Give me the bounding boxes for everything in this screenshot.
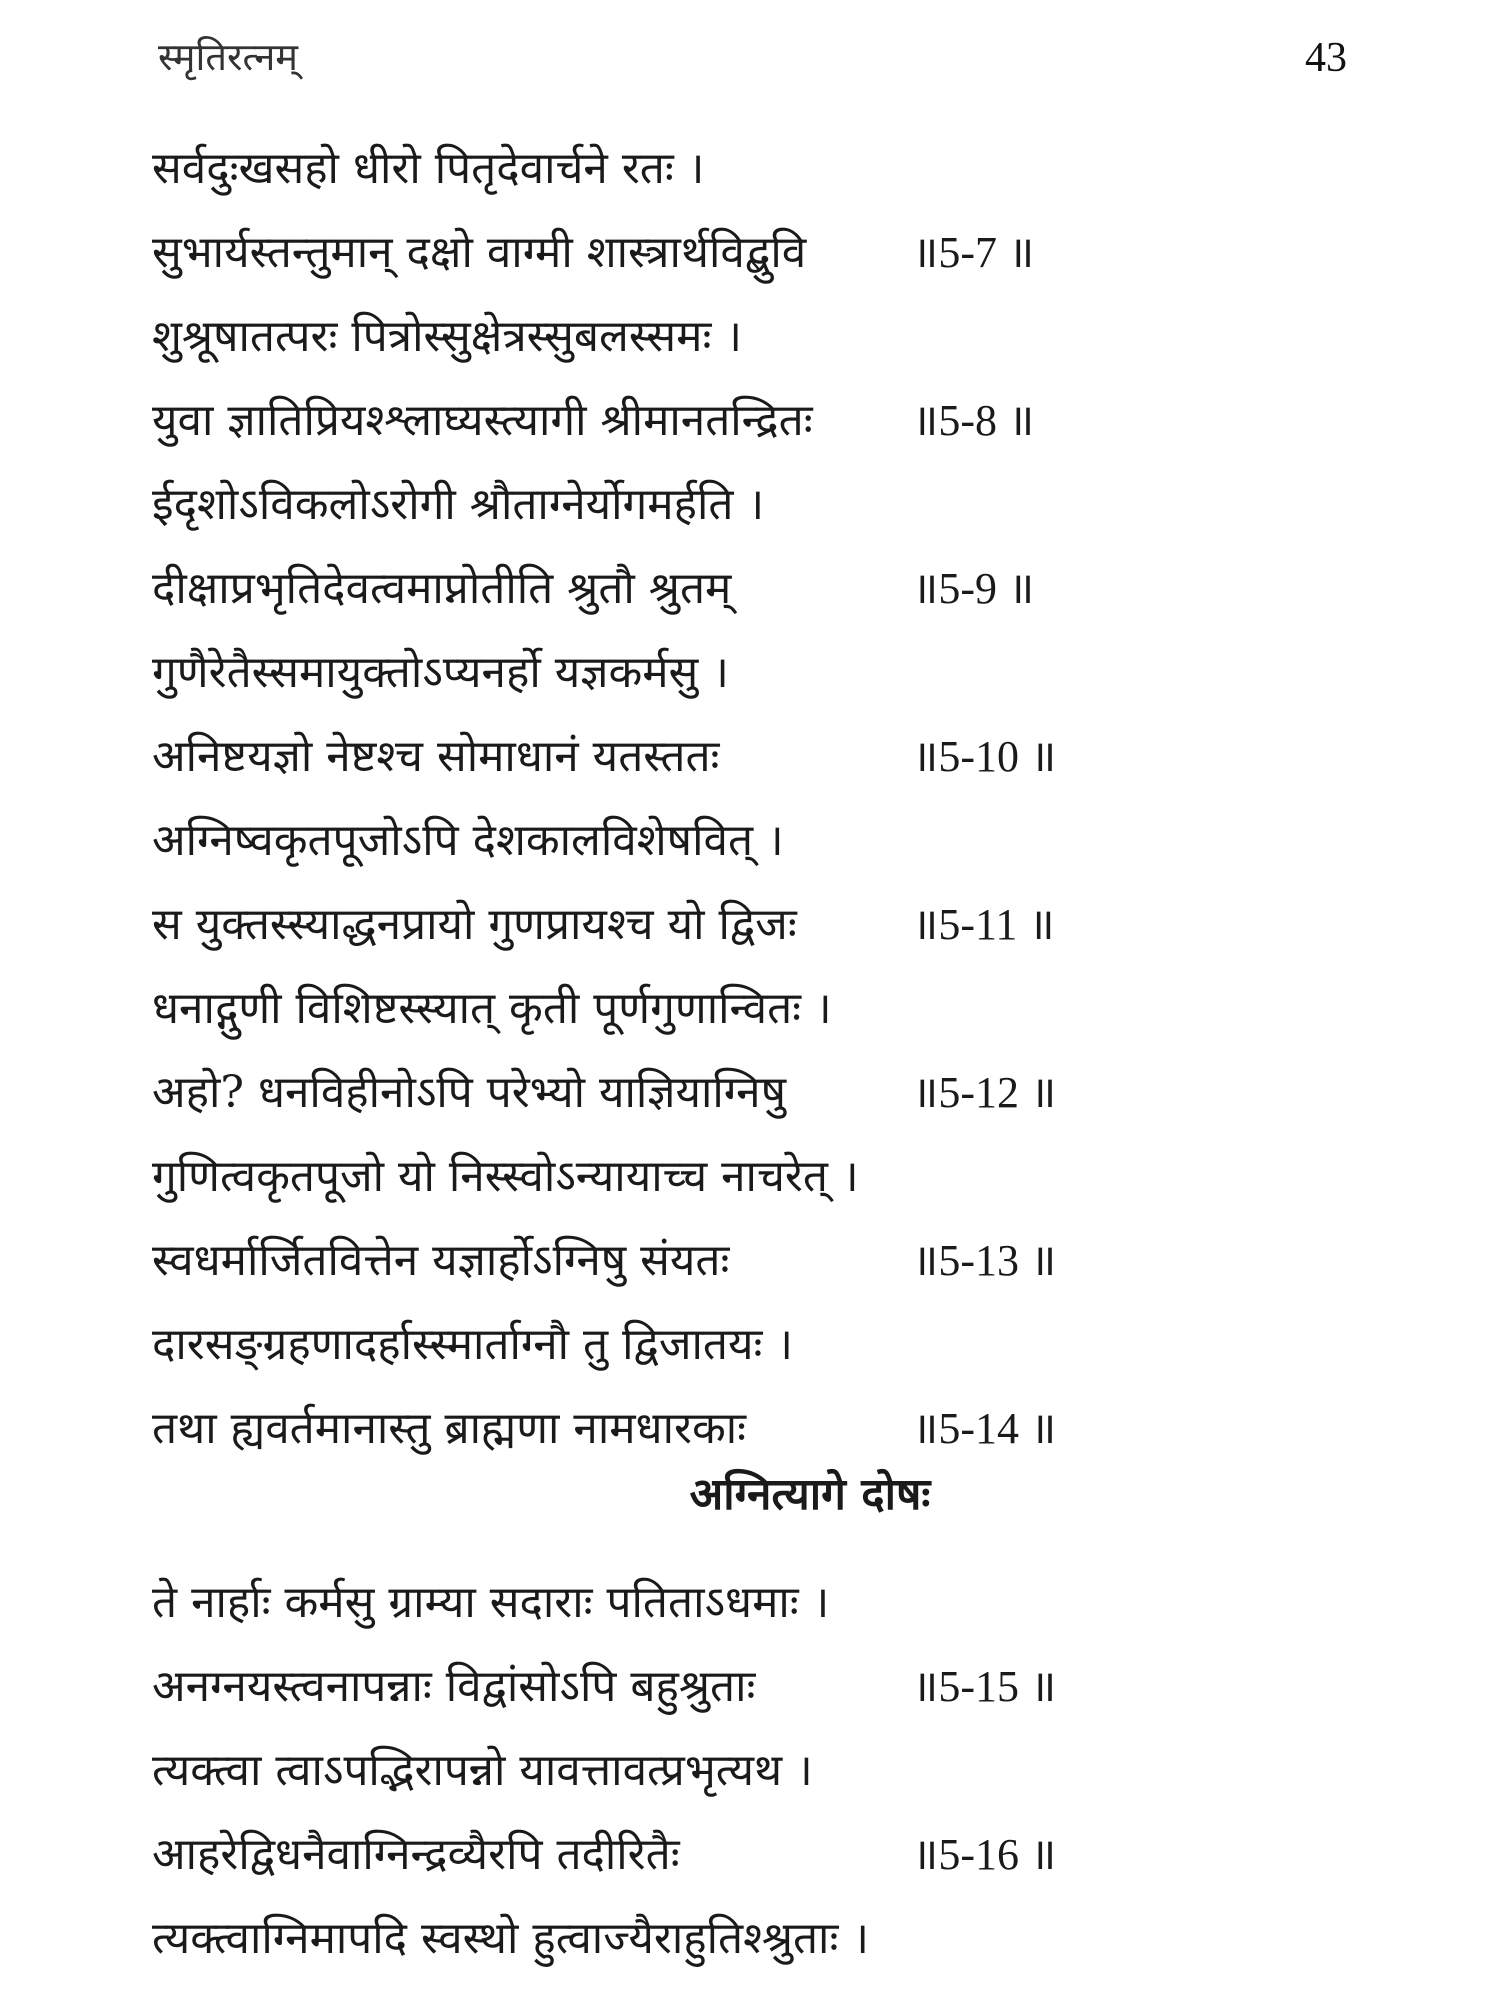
verse-number: ॥5-7 ॥	[912, 228, 1035, 277]
verse-text: अहो? धनविहीनोऽपि परेभ्यो याज्ञियाग्निषु	[152, 1067, 787, 1118]
verse-line	[152, 1820, 1452, 1890]
verse-text: दारसङ्ग्रहणादर्हास्स्मार्ताग्नौ तु द्विजातयः ।	[152, 1319, 794, 1370]
verse-number: ॥5-11 ॥	[912, 900, 1055, 949]
verse-number: ॥5-12 ॥	[912, 1068, 1057, 1117]
verse-line	[152, 1058, 1452, 1128]
verse-number: ॥5-10 ॥	[912, 732, 1057, 781]
verse-text: आहरेद्विधनैवाग्निन्द्रव्यैरपि तदीरितैः	[152, 1829, 680, 1880]
verse-text: सर्वदुःखसहो धीरो पितृदेवार्चने रतः ।	[152, 143, 705, 194]
verse-text: त्यक्त्वा त्वाऽपद्भिरापन्नो यावत्तावत्प्रभृत्यथ ।	[152, 1745, 813, 1796]
verse-number: ॥5-14 ॥	[912, 1404, 1057, 1453]
verse-line	[152, 722, 1452, 792]
verse-number: ॥5-9 ॥	[912, 564, 1035, 613]
verse-text: सुभार्यस्तन्तुमान् दक्षो वाग्मी शास्त्रार्थविद्बुवि	[152, 227, 807, 278]
verse-text: स युक्तस्स्याद्धनप्रायो गुणप्रायश्च यो द्विजः	[152, 899, 797, 950]
verse-line	[152, 974, 1452, 1044]
verse-line	[152, 890, 1452, 960]
verse-text: स्वधर्मार्जितवित्तेन यज्ञार्होऽग्निषु संयतः	[152, 1235, 730, 1286]
verse-text: गुणित्वकृतपूजो यो निस्स्वोऽन्यायाच्च नाचरेत् ।	[152, 1151, 859, 1202]
verse-text: गुणैरेतैस्समायुक्तोऽप्यनर्हो यज्ञकर्मसु ।	[152, 647, 729, 698]
verse-line	[152, 1904, 1452, 1974]
verse-number: ॥5-13 ॥	[912, 1236, 1057, 1285]
verse-line	[152, 638, 1452, 708]
verse-line	[152, 302, 1452, 372]
verse-text: अनिष्टयज्ञो नेष्टश्च सोमाधानं यतस्ततः	[152, 731, 720, 782]
verse-line	[152, 386, 1452, 456]
verse-line	[152, 470, 1452, 540]
verse-text: अग्निष्वकृतपूजोऽपि देशकालविशेषवित् ।	[152, 815, 784, 866]
section-heading: अग्नित्यागे दोषः	[689, 1469, 931, 1520]
verse-text: शुश्रूषातत्परः पित्रोस्सुक्षेत्रस्सुबलस्समः ।	[152, 311, 743, 362]
verse-line	[152, 1394, 1452, 1464]
verse-number: ॥5-8 ॥	[912, 396, 1035, 445]
verse-line	[152, 1652, 1452, 1722]
verse-number: ॥5-16 ॥	[912, 1830, 1057, 1879]
page-number: 43	[1305, 35, 1347, 81]
verse-line	[152, 1736, 1452, 1806]
verse-number: ॥5-15 ॥	[912, 1662, 1057, 1711]
verse-line	[152, 218, 1452, 288]
verse-text: ते नार्हाः कर्मसु ग्राम्या सदाराः पतिताऽधमाः ।	[152, 1577, 830, 1628]
verse-line	[152, 134, 1452, 204]
verse-line	[152, 1310, 1452, 1380]
verse-text: दीक्षाप्रभृतिदेवत्वमाप्नोतीति श्रुतौ श्रुतम्	[152, 563, 732, 614]
verse-text: तथा ह्यवर्तमानास्तु ब्राह्मणा नामधारकाः	[152, 1403, 747, 1454]
verse-text: त्यक्त्वाग्निमापदि स्वस्थो हुत्वाज्यैराहुतिश्श्रुताः ।	[152, 1913, 870, 1964]
verse-text: ईदृशोऽविकलोऽरोगी श्रौताग्नेर्योगमर्हति ।	[152, 479, 765, 530]
verse-text: धनाद्गुणी विशिष्टस्स्यात् कृती पूर्णगुणान्वितः ।	[152, 983, 832, 1034]
verse-text: अनग्नयस्त्वनापन्नाः विद्वांसोऽपि बहुश्रुताः	[152, 1661, 756, 1712]
running-head: स्मृतिरत्नम्	[158, 35, 299, 79]
verse-line	[152, 1568, 1452, 1638]
verse-line	[152, 1142, 1452, 1212]
verse-line	[152, 1226, 1452, 1296]
verse-line	[152, 554, 1452, 624]
verse-text: युवा ज्ञातिप्रियश्श्लाघ्यस्त्यागी श्रीमानतन्द्रितः	[152, 395, 813, 446]
verse-line	[152, 806, 1452, 876]
